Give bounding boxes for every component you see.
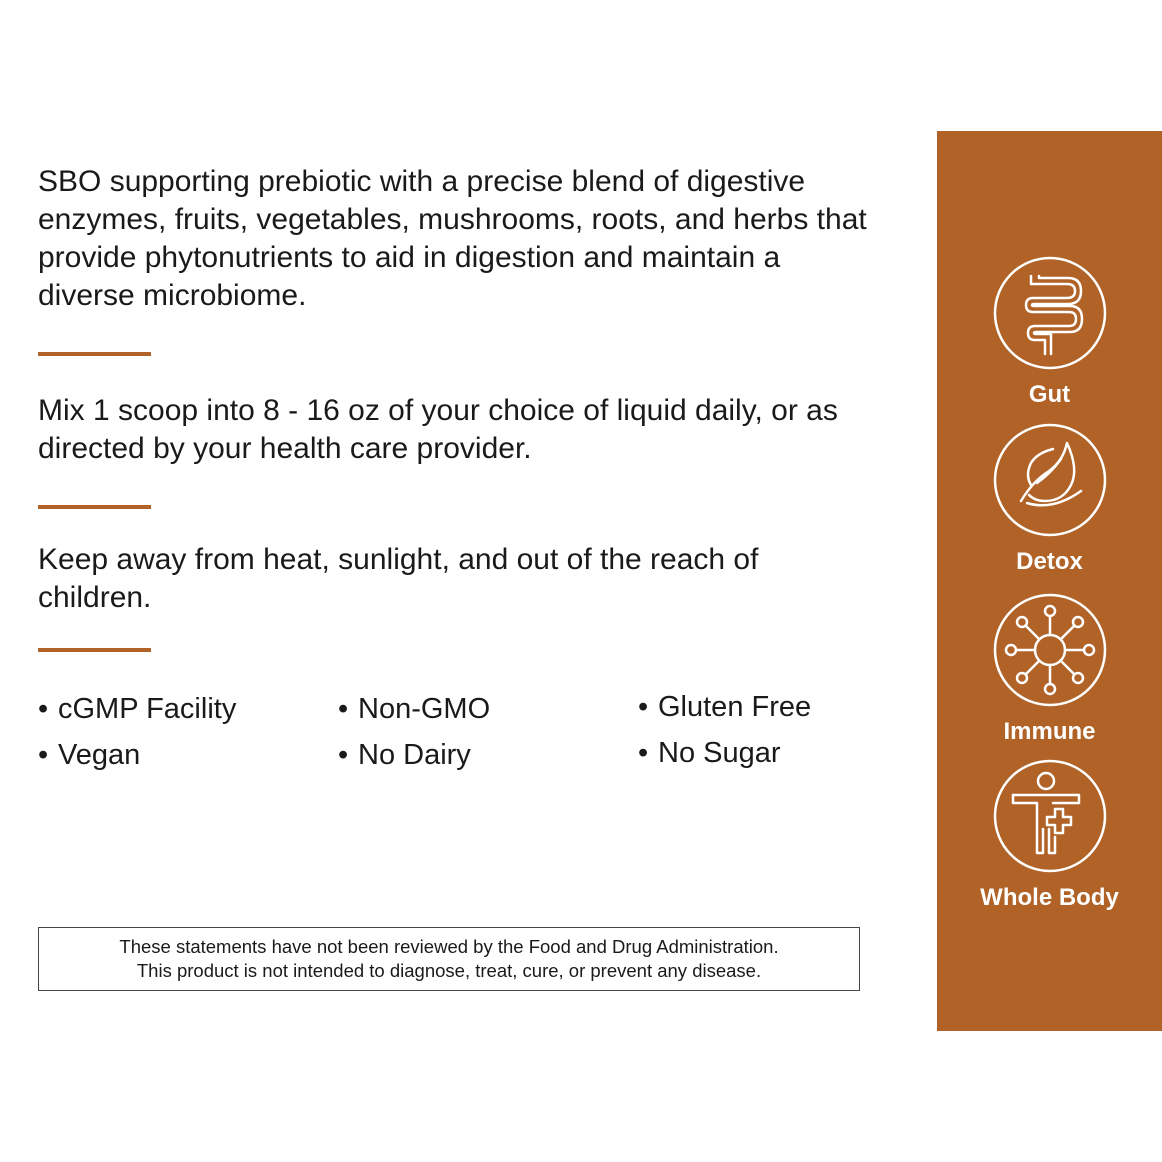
feature-label: cGMP Facility	[58, 693, 237, 725]
feature-label: Non-GMO	[358, 693, 491, 725]
feature-item	[638, 735, 781, 771]
disclaimer-line: These statements have not been reviewed by the Food and Drug Administration.	[119, 936, 779, 957]
leaf-icon	[991, 421, 1109, 539]
disclaimer-line: This product is not intended to diagnose, treat, cure, or prevent any disease.	[136, 960, 762, 981]
benefit-label: Gut	[1028, 381, 1071, 408]
usage-directions: Mix 1 scoop into 8 - 16 oz of your choice of liquid daily, or as directed by your health care provider.	[38, 394, 838, 465]
benefit-detox	[937, 421, 1162, 576]
benefit-immune	[937, 591, 1162, 746]
feature-item	[338, 691, 490, 727]
bullet-icon: •	[638, 691, 649, 723]
benefits-sidebar	[937, 131, 1162, 1031]
feature-item	[38, 737, 140, 773]
body-plus-icon	[991, 757, 1109, 875]
section-divider	[38, 648, 151, 652]
section-divider	[38, 505, 151, 509]
feature-label: Gluten Free	[658, 691, 812, 723]
bullet-icon: •	[338, 739, 349, 771]
feature-label: No Dairy	[358, 739, 471, 771]
immune-network-icon	[991, 591, 1109, 709]
bullet-icon: •	[38, 693, 49, 725]
storage-warning: Keep away from heat, sunlight, and out of the reach of children.	[38, 543, 759, 614]
benefit-label: Detox	[1016, 548, 1083, 575]
benefit-label: Immune	[1003, 718, 1096, 745]
feature-item	[338, 737, 471, 773]
fda-disclaimer	[38, 927, 860, 991]
feature-label: No Sugar	[658, 737, 781, 769]
intestine-icon	[991, 254, 1109, 372]
feature-item	[38, 691, 236, 727]
bullet-icon: •	[38, 739, 49, 771]
bullet-icon: •	[638, 737, 649, 769]
benefit-whole-body	[937, 757, 1162, 912]
bullet-icon: •	[338, 693, 349, 725]
product-description: SBO supporting prebiotic with a precise blend of digestive enzymes, fruits, vegetables, mushrooms, roots, and herbs that provide phytonutrients to aid in digestion and maintain a diverse microbiome.	[38, 165, 867, 312]
feature-label: Vegan	[58, 739, 141, 771]
benefit-gut	[937, 254, 1162, 409]
feature-item	[638, 689, 811, 725]
section-divider	[38, 352, 151, 356]
benefit-label: Whole Body	[980, 884, 1119, 911]
